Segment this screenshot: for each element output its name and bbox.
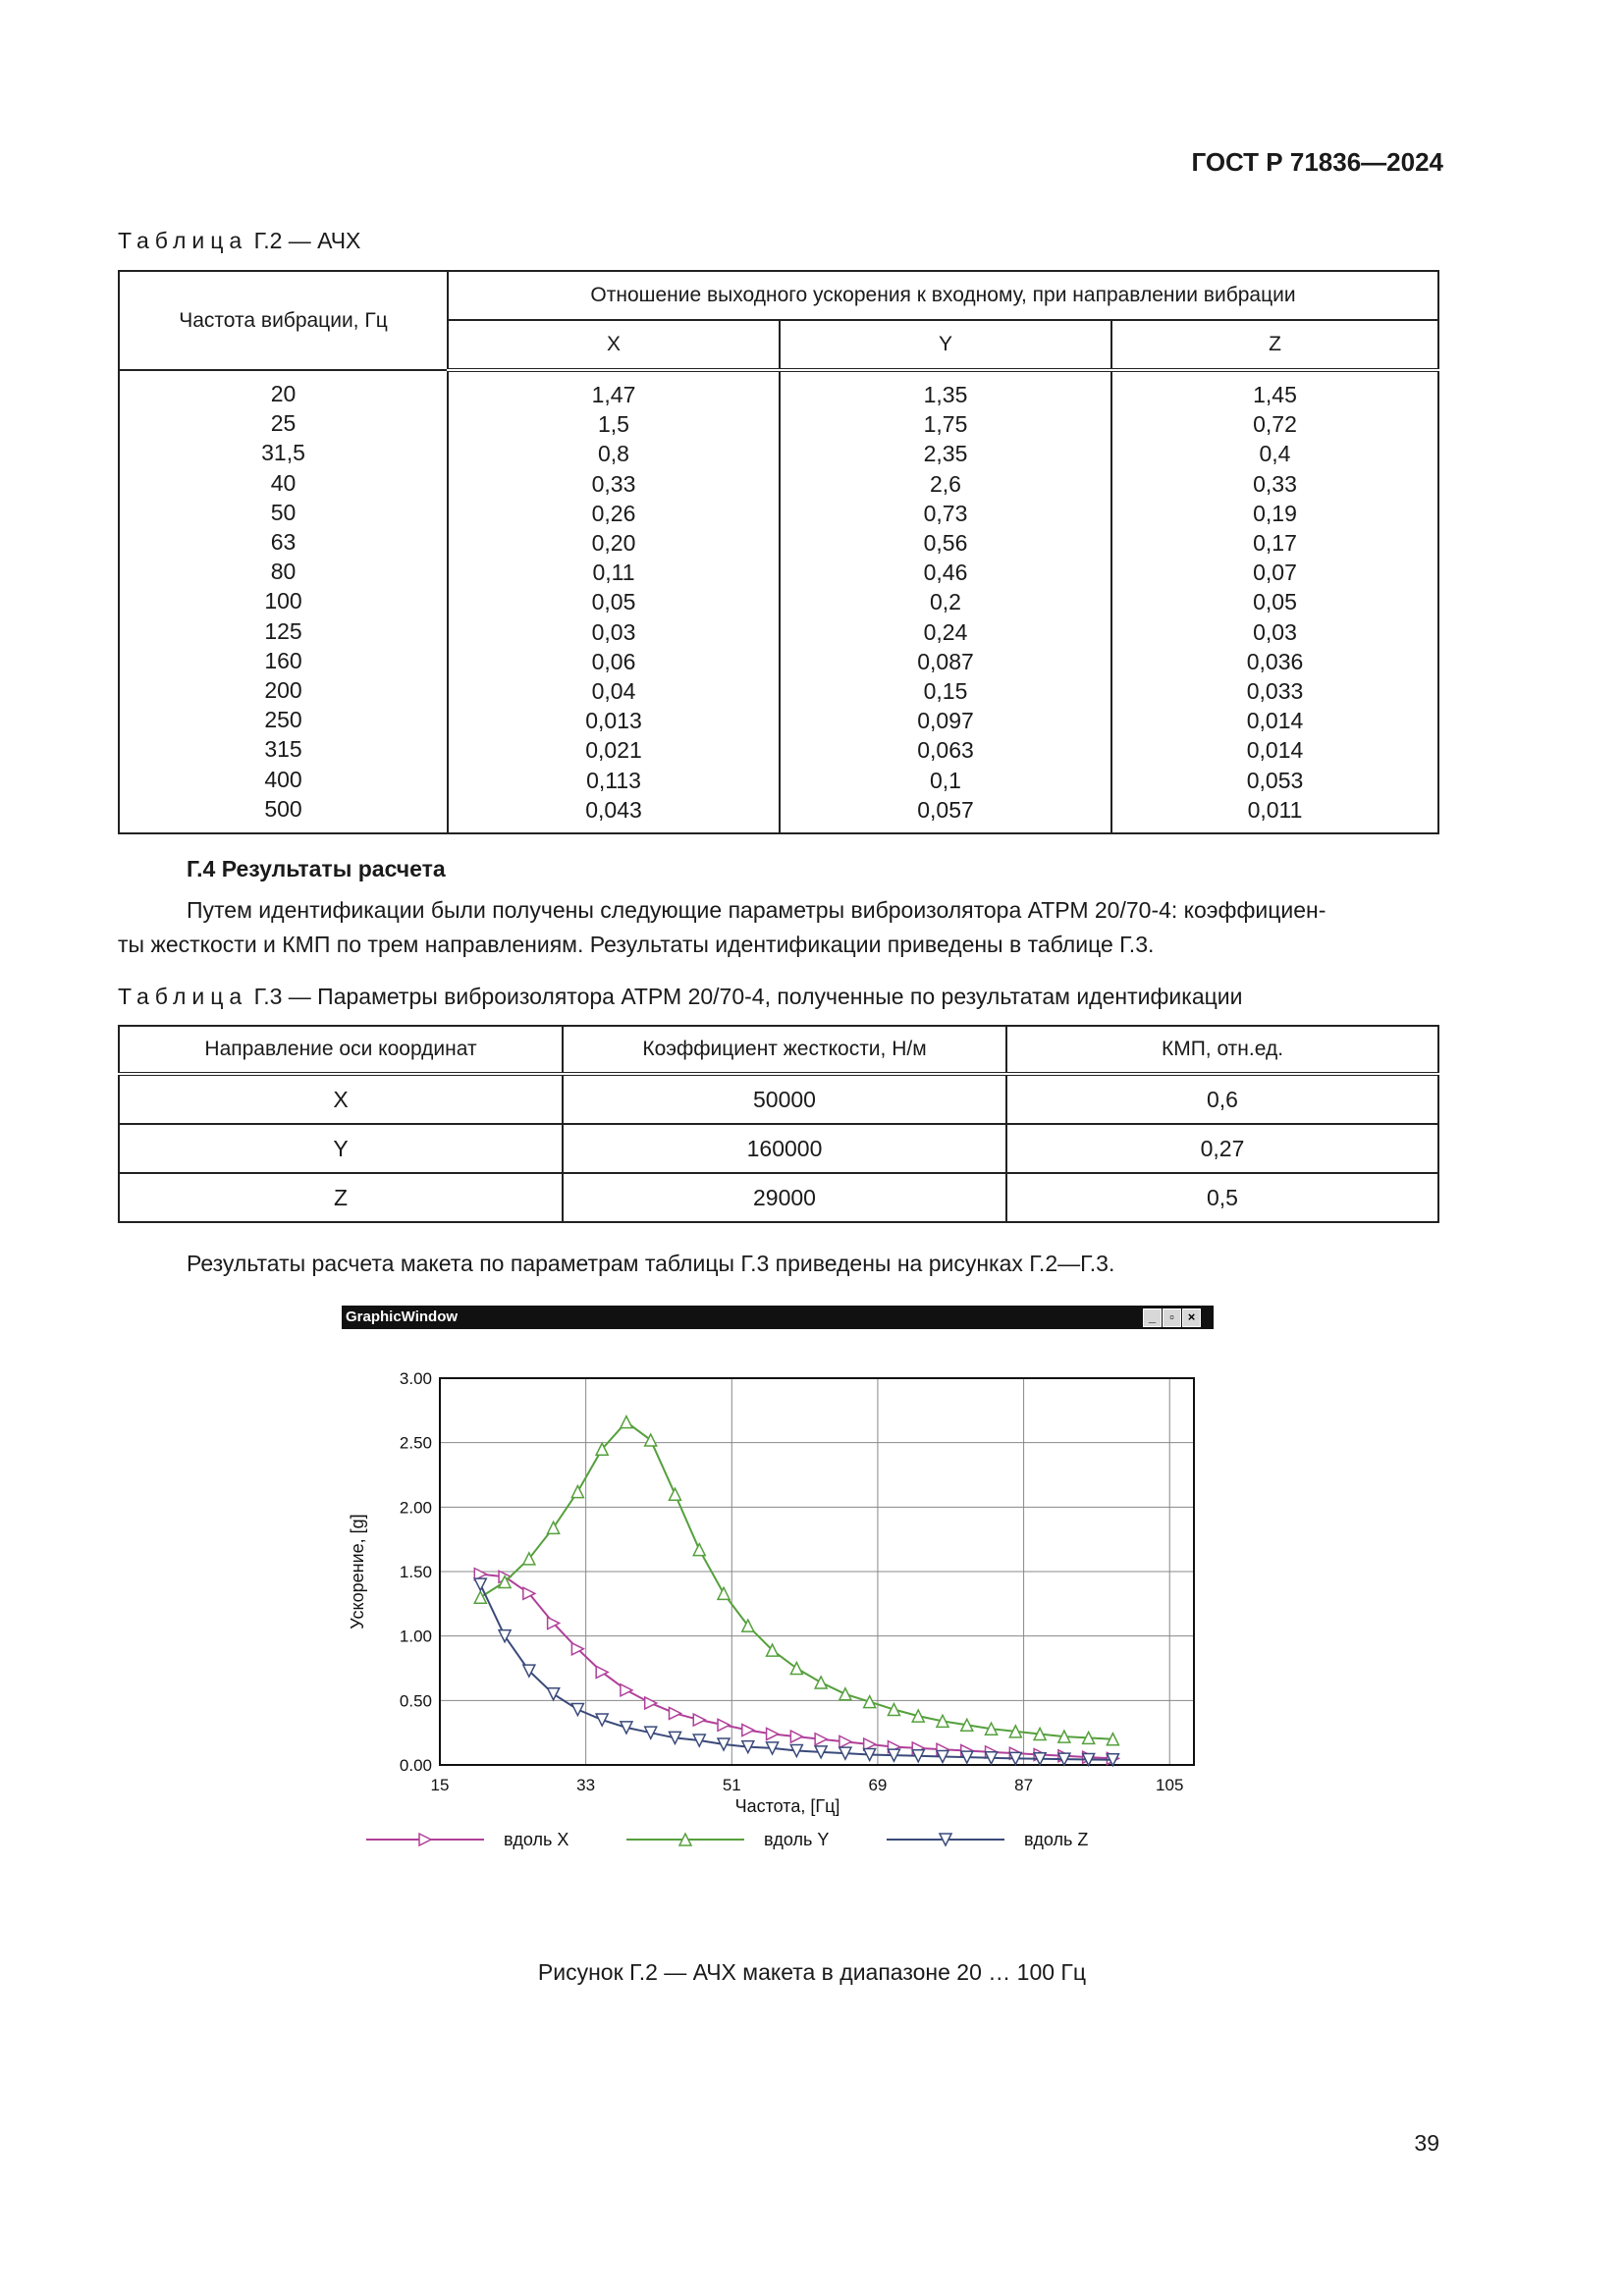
cell-axis: X <box>119 1074 563 1124</box>
table-cell: 0,73 <box>923 500 968 526</box>
cell-stiffness: 50000 <box>563 1074 1006 1124</box>
x-tick-label: 51 <box>722 1776 741 1794</box>
cell-axis: Z <box>119 1173 563 1222</box>
table-cell: 0,036 <box>1246 648 1304 674</box>
window-titlebar[interactable] <box>342 1306 1214 1329</box>
legend-label: вдоль Y <box>764 1830 830 1849</box>
table-cell: 2,6 <box>930 470 961 497</box>
table-cell: 400 <box>264 766 302 792</box>
table-cell: 1,45 <box>1253 382 1297 407</box>
y-tick-label: 0.00 <box>399 1756 432 1775</box>
table-cell: 0,053 <box>1246 767 1304 793</box>
table-cell: 20 <box>270 381 297 406</box>
table-cell: 0,113 <box>586 767 641 793</box>
x-tick-label: 87 <box>1014 1776 1034 1794</box>
table-g2 <box>118 270 1439 834</box>
cell-stiffness: 160000 <box>563 1124 1006 1173</box>
table-cell: 315 <box>264 736 302 763</box>
col-z-header: Z <box>1111 320 1438 370</box>
table-cell: 25 <box>270 410 297 437</box>
document-id: ГОСТ Р 71836—2024 <box>1191 147 1443 177</box>
table-cell: 0,33 <box>1253 470 1297 497</box>
y-tick-label: 1.50 <box>399 1563 432 1581</box>
table-cell: 0,03 <box>1253 618 1297 645</box>
table-cell: 0,03 <box>591 618 636 645</box>
table-cell: 0,057 <box>917 796 974 823</box>
x-tick-label: 69 <box>868 1776 888 1794</box>
table-cell: 100 <box>264 588 302 614</box>
cell-kmp: 0,6 <box>1006 1074 1438 1124</box>
table-cell: 160 <box>264 647 302 673</box>
col-freq-header: Частота вибрации, Гц <box>119 271 448 370</box>
table-cell: 0,05 <box>1253 589 1297 615</box>
page-number: 39 <box>1414 2130 1439 2156</box>
figure-caption: Рисунок Г.2 — АЧХ макета в диапазоне 20 … 100 Гц <box>537 1959 1087 1985</box>
header-axis: Направление оси координат <box>119 1026 563 1074</box>
header-kmp: КМП, отн.ед. <box>1006 1026 1438 1074</box>
table-word: Таблица <box>118 984 248 1009</box>
results-text: Результаты расчета макета по параметрам таблицы Г.3 приведены на рисунках Г.2—Г.3. <box>187 1251 1115 1276</box>
table-cell: 80 <box>270 559 297 585</box>
y-tick-label: 2.50 <box>399 1433 432 1453</box>
table-cell: 125 <box>264 617 302 644</box>
table-cell: 0,24 <box>923 618 968 645</box>
table-cell: 0,07 <box>1253 560 1297 586</box>
table-cell: 0,014 <box>1246 708 1304 734</box>
table-word: Таблица <box>118 228 248 253</box>
x-tick-label: 15 <box>430 1776 450 1794</box>
col-x-header: X <box>448 320 780 370</box>
section-para-line2: ты жесткости и КМП по трем направлениям. Результаты идентификации приведены в таблице Г.3. <box>118 932 1155 957</box>
x-tick-label: 33 <box>576 1776 596 1794</box>
table-cell: 0,05 <box>591 589 636 615</box>
y-axis-label: Ускорение, [g] <box>348 1514 367 1629</box>
table-cell: 0,063 <box>917 737 974 764</box>
col-group-header: Отношение выходного ускорения к входному, при направлении вибрации <box>448 271 1438 320</box>
table-cell: 1,75 <box>923 411 968 438</box>
table-cell: 0,56 <box>923 530 968 557</box>
table-cell: 0,011 <box>1247 796 1303 823</box>
legend-label: вдоль X <box>504 1830 569 1849</box>
table-row <box>119 1074 1438 1124</box>
table-cell: 31,5 <box>261 440 305 466</box>
table-cell: 2,35 <box>923 441 968 467</box>
table-cell: 0,04 <box>591 678 636 705</box>
y-column <box>780 370 1111 833</box>
table-cell: 0,097 <box>917 708 974 734</box>
table-cell: 0,2 <box>930 589 961 615</box>
table-cell: 1,35 <box>923 382 968 407</box>
header-stiffness: Коэффициент жесткости, Н/м <box>563 1026 1006 1074</box>
z-column <box>1111 370 1438 833</box>
table-cell: 40 <box>270 469 297 496</box>
table-g3-caption <box>118 984 1242 1010</box>
y-tick-label: 3.00 <box>399 1369 432 1388</box>
y-tick-label: 2.00 <box>399 1498 432 1518</box>
x-axis-label: Частота, [Гц] <box>734 1796 840 1816</box>
table-cell: 0,20 <box>591 530 636 557</box>
table-cell: 0,17 <box>1253 530 1297 557</box>
legend-marker <box>419 1834 431 1845</box>
minimize-button[interactable]: _ <box>1143 1308 1162 1327</box>
table-cell: 1,47 <box>591 382 636 407</box>
x-column <box>448 370 780 833</box>
section-para-line1: Путем идентификации были получены следующие параметры виброизолятора АТРМ 20/70-4: коэффициен- <box>187 897 1326 923</box>
table-cell: 250 <box>264 707 302 733</box>
chart <box>342 1329 1214 1849</box>
table-cell: 500 <box>264 795 302 822</box>
table-cell: 0,021 <box>585 737 642 764</box>
legend-label: вдоль Z <box>1024 1830 1089 1849</box>
y-tick-label: 0.50 <box>399 1691 432 1711</box>
table-g2-title: Г.2 — АЧХ <box>247 228 361 253</box>
freq-column <box>119 370 448 833</box>
table-cell: 0,11 <box>592 560 635 586</box>
table-cell: 0,4 <box>1259 441 1291 467</box>
table-cell: 200 <box>264 677 302 704</box>
table-g3 <box>118 1025 1439 1223</box>
table-cell: 63 <box>270 529 297 556</box>
graphic-window <box>342 1306 1214 1849</box>
close-button[interactable]: × <box>1182 1308 1201 1327</box>
cell-stiffness: 29000 <box>563 1173 1006 1222</box>
cell-kmp: 0,27 <box>1006 1124 1438 1173</box>
table-cell: 0,033 <box>1246 678 1304 705</box>
x-tick-label: 105 <box>1156 1776 1184 1794</box>
table-cell: 0,043 <box>585 796 642 823</box>
table-g3-title: Г.3 — Параметры виброизолятора АТРМ 20/70-4, полученные по результатам идентификации <box>247 984 1243 1009</box>
table-cell: 0,46 <box>923 560 968 586</box>
table-cell: 0,26 <box>591 500 636 526</box>
table-g2-caption <box>118 228 360 254</box>
col-y-header: Y <box>780 320 1111 370</box>
table-cell: 1,5 <box>598 411 629 438</box>
table-cell: 0,72 <box>1253 411 1297 438</box>
table-row <box>119 1124 1438 1173</box>
table-cell: 0,33 <box>591 470 636 497</box>
table-cell: 0,19 <box>1253 500 1297 526</box>
table-cell: 0,014 <box>1246 737 1304 764</box>
table-cell: 0,087 <box>917 648 974 674</box>
table-cell: 0,06 <box>591 648 636 674</box>
cell-kmp: 0,5 <box>1006 1173 1438 1222</box>
table-cell: 0,1 <box>930 767 961 793</box>
table-cell: 0,15 <box>923 678 968 705</box>
table-cell: 0,8 <box>598 441 629 467</box>
maximize-button[interactable]: ▫ <box>1163 1308 1181 1327</box>
section-heading: Г.4 Результаты расчета <box>187 856 446 881</box>
table-cell: 0,013 <box>585 708 642 734</box>
table-row <box>119 1173 1438 1222</box>
cell-axis: Y <box>119 1124 563 1173</box>
y-tick-label: 1.00 <box>399 1627 432 1646</box>
window-title: GraphicWindow <box>346 1308 459 1325</box>
table-cell: 50 <box>270 499 297 525</box>
